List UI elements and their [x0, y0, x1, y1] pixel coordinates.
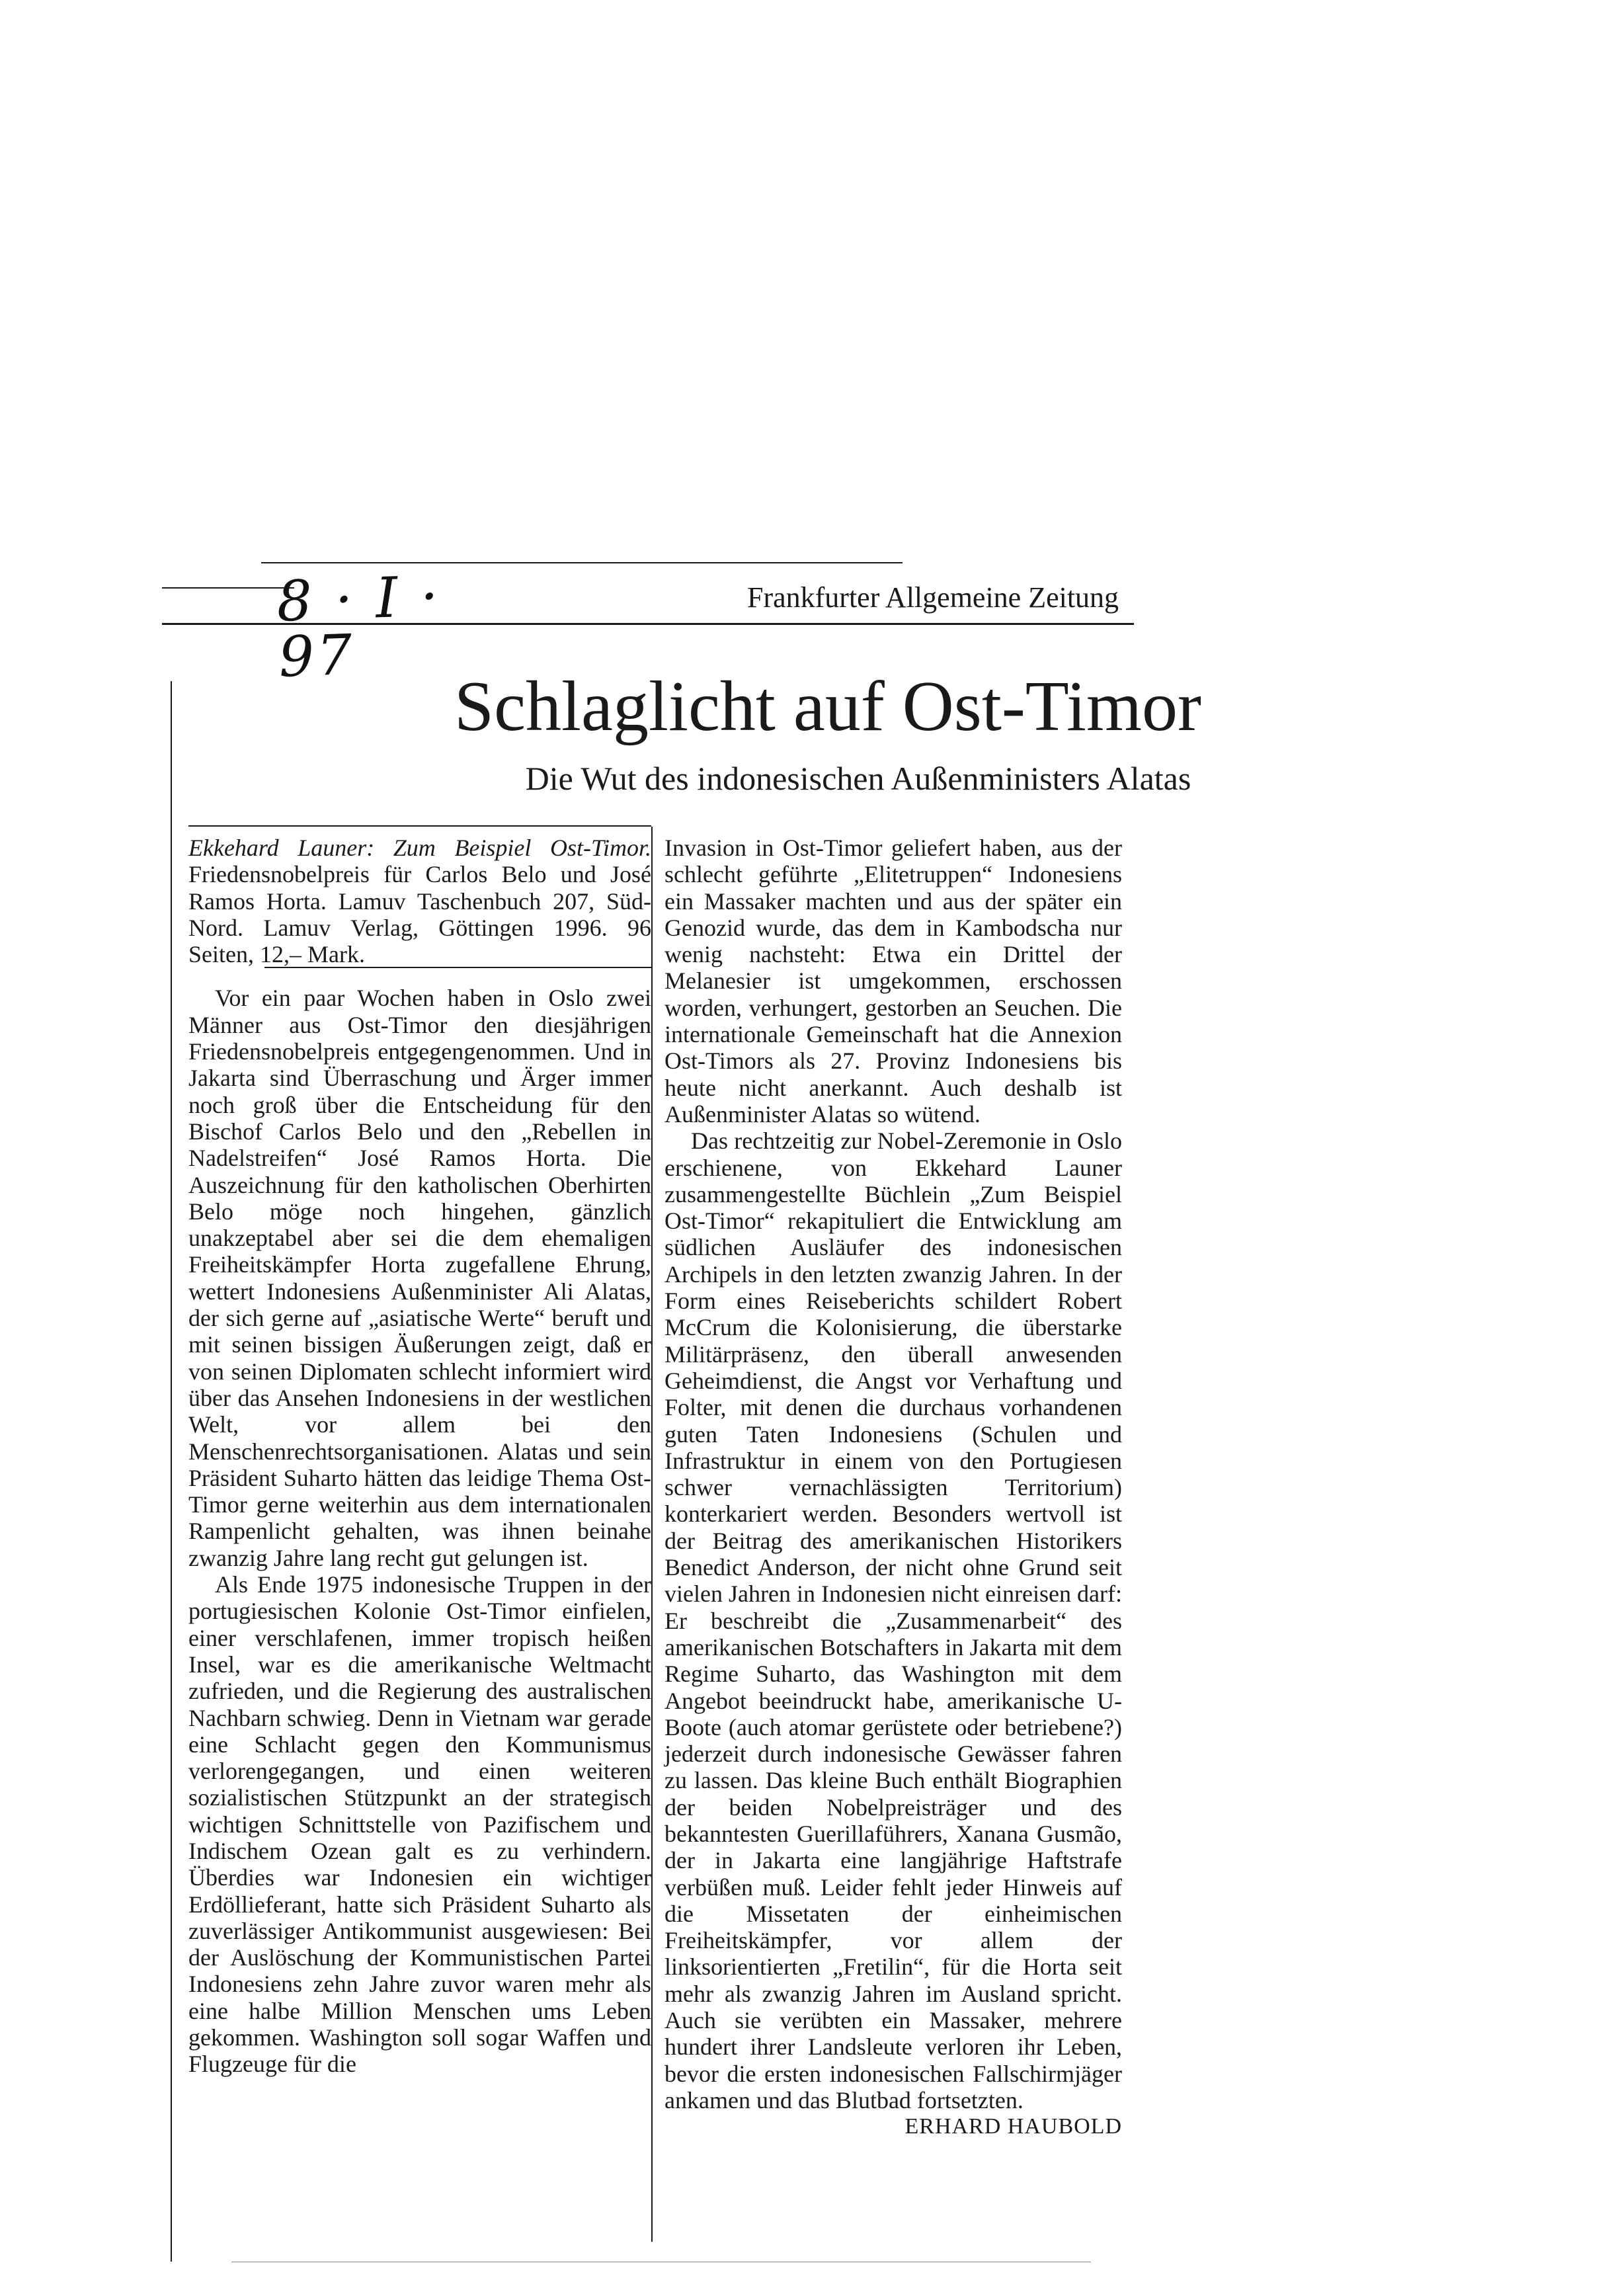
bib-top-rule [188, 825, 651, 827]
top-rule-short [162, 587, 294, 589]
column-divider [651, 827, 653, 2242]
paragraph: Invasion in Ost-Timor geliefert haben, aus der schlecht geführte „Elitetruppen“ Indonesiens ein Massaker machten und aus der später ein Genozid wurde, das dem in Kambodscha nur wenig nachsteht: Etwa ein Drittel der Melanesier ist umgekommen, erschossen worden, verhungert, gestorben an Seuchen. Die internationale Gemeinschaft hat die Annexion Ost-Timors als 27. Provinz Indonesiens bis heute nicht anerkannt. Auch deshalb ist Außenminister Alatas so wütend. [664, 835, 1122, 1128]
book-reference [188, 835, 651, 967]
article-subtitle: Die Wut des indonesischen Außenministers Alatas [525, 760, 1191, 797]
author-signature: ERHARD HAUBOLD [904, 2114, 1122, 2139]
column-right [664, 835, 1122, 2141]
newspaper-name: Frankfurter Allgemeine Zeitung [747, 581, 1119, 614]
paragraph: Als Ende 1975 indonesische Truppen in der portugiesischen Kolonie Ost-Timor einfielen, einer verschlafenen, immer tropisch heißen Insel, war es die amerikanische Weltmacht zufrieden, und die Regierung des australischen Nachbarn schwieg. Denn in Vietnam war gerade eine Schlacht gegen den Kommunismus verlorengegangen, und einen weiteren sozialistischen Stützpunkt an der strategisch wichtigen Schnittstelle von Pazifischem und Indischem Ozean galt es zu verhindern. Überdies war Indonesien ein wichtiger Erdöllieferant, hatte sich Präsident Suharto als zuverlässiger Antikommunist ausgewiesen: Bei der Auslöschung der Kommunistischen Partei Indonesiens zehn Jahre zuvor waren mehr als eine halbe Million Menschen ums Leben gekommen. Washington soll sogar Waffen und Flugzeuge für die [188, 1571, 651, 2078]
top-rule-upper [261, 562, 903, 563]
paragraph-text: Das rechtzeitig zur Nobel-Zeremonie in Oslo erschienene, von Ekkehard Launer zusammengestellte Büchlein „Zum Beispiel Ost-Timor“ rekapituliert die Entwicklung am südlichen Ausläufer des indonesischen Archipels in den letzten zwanzig Jahren. In der Form eines Reiseberichts schildert Robert McCrum die Kolonisierung, die überstarke Militärpräsenz, den überall anwesenden Geheimdienst, die Angst vor Verhaftung und Folter, mit denen die durchaus vorhandenen guten Taten Indonesiens (Schulen und Infrastruktur in einem von den Portugiesen schwer vernachlässigten Territorium) konterkariert werden. Besonders wertvoll ist der Beitrag des amerikanischen Historikers Benedict Anderson, der nicht ohne Grund seit vielen Jahren in Indonesien nicht einreisen darf: Er beschreibt die „Zusammenarbeit“ des amerikanischen Botschafters in Jakarta mit dem Regime Suharto, das Washington mit dem Angebot beeindruckt habe, amerikanische U-Boote (auch atomar gerüstete oder betriebene?) jederzeit durch indonesische Gewässer fahren zu lassen. Das kleine Buch enthält Biographien der beiden Nobelpreisträger und des bekanntesten Guerillaführers, Xanana Gusmão, der in Jakarta eine langjährige Haftstrafe verbüßen muß. Leider fehlt jeder Hinweis auf die Missetaten der einheimischen Freiheitskämpfer, vor allem der linksorientierten „Fretilin“, für die Horta seit mehr als zwanzig Jahren im Ausland spricht. Auch sie verübten ein Massaker, mehrere hundert ihrer Landsleute verloren ihr Leben, bevor die ersten indonesischen Fallschirmjäger ankamen und das Blutbad fortsetzten. [664, 1128, 1122, 2113]
paragraph [664, 1128, 1122, 2139]
book-details: Friedensnobelpreis für Carlos Belo und José Ramos Horta. Lamuv Taschenbuch 207, Süd-Nord. Lamuv Verlag, Göttingen 1996. 96 Seiten, 12,– Mark. [188, 861, 651, 968]
article-title: Schlaglicht auf Ost-Timor [454, 667, 1201, 746]
column-left [188, 835, 651, 2078]
book-author-title: Ekkehard Launer: Zum Beispiel Ost-Timor. [188, 835, 651, 861]
left-margin-rule [171, 681, 172, 2262]
paragraph: Vor ein paar Wochen haben in Oslo zwei Männer aus Ost-Timor den diesjährigen Friedensnobelpreis entgegengenommen. Und in Jakarta sind Überraschung und Ärger immer noch groß über die Entscheidung für den Bischof Carlos Belo und den „Rebellen in Nadelstreifen“ José Ramos Horta. Die Auszeichnung für den katholischen Oberhirten Belo möge noch hingehen, gänzlich unakzeptabel aber sei die dem ehemaligen Freiheitskämpfer Horta zugefallene Ehrung, wettert Indonesiens Außenminister Ali Alatas, der sich gerne auf „asiatische Werte“ beruft und mit seinen bissigen Äußerungen zeigt, daß er von seinen Diplomaten schlecht informiert wird über das Ansehen Indonesiens in der westlichen Welt, vor allem bei den Menschenrechtsorganisationen. Alatas und sein Präsident Suharto hätten das leidige Thema Ost-Timor gerne weiterhin aus dem internationalen Rampenlicht gehalten, was ihnen beinahe zwanzig Jahre lang recht gut gelungen ist. [188, 985, 651, 1571]
handwritten-date: 8 · I · 97 [275, 563, 442, 690]
